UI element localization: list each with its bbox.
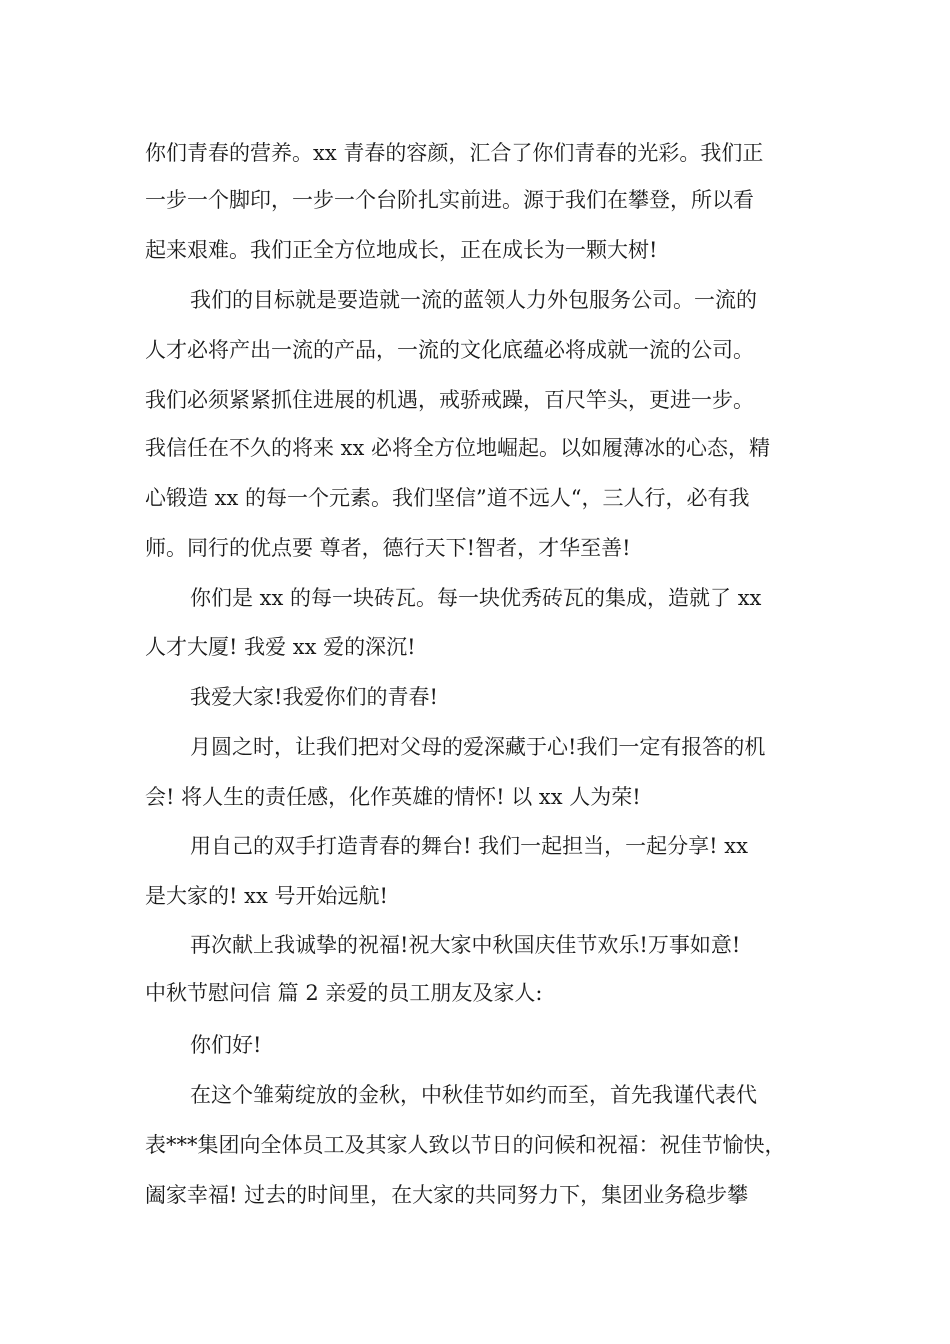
text-line: 在这个雏菊绽放的金秋，中秋佳节如约而至，首先我谨代表代: [190, 1083, 757, 1107]
text-line: 再次献上我诚挚的祝福!祝大家中秋国庆佳节欢乐!万事如意!: [190, 933, 741, 957]
text-line: 我们必须紧紧抓住进展的机遇，戒骄戒躁，百尺竿头，更进一步。: [145, 388, 754, 412]
text-line: 表***集团向全体员工及其家人致以节日的问候和祝福：祝佳节愉快，: [145, 1133, 786, 1157]
text-line: 你们是 xx 的每一块砖瓦。每一块优秀砖瓦的集成，造就了 xx: [190, 586, 762, 610]
text-line: 你们好!: [190, 1033, 262, 1057]
text-line: 阖家幸福! 过去的时间里，在大家的共同努力下，集团业务稳步攀: [145, 1183, 749, 1207]
text-line: 我爱大家!我爱你们的青春!: [190, 685, 438, 709]
text-line: 我们的目标就是要造就一流的蓝领人力外包服务公司。一流的: [190, 288, 757, 312]
section-heading-line: 中秋节慰问信 篇 2 亲爱的员工朋友及家人:: [145, 981, 543, 1005]
text-line: 师。同行的优点要 尊者，德行天下!智者，才华至善!: [145, 536, 631, 560]
text-line: 我信任在不久的将来 xx 必将全方位地崛起。以如履薄冰的心态，精: [145, 436, 771, 460]
text-line: 月圆之时，让我们把对父母的爱深藏于心!我们一定有报答的机: [190, 735, 766, 759]
text-line: 起来艰难。我们正全方位地成长，正在成长为一颗大树!: [145, 238, 658, 262]
text-line: 人才必将产出一流的产品，一流的文化底蕴必将成就一流的公司。: [145, 338, 754, 362]
text-line: 是大家的! xx 号开始远航!: [145, 884, 388, 908]
text-line: 心锻造 xx 的每一个元素。我们坚信”道不远人“，三人行，必有我: [145, 486, 750, 510]
text-line: 用自己的双手打造青春的舞台! 我们一起担当，一起分享! xx: [190, 834, 748, 858]
text-line: 你们青春的营养。xx 青春的容颜，汇合了你们青春的光彩。我们正: [145, 141, 764, 165]
text-line: 一步一个脚印，一步一个台阶扎实前进。源于我们在攀登，所以看: [145, 188, 754, 212]
text-line: 人才大厦! 我爱 xx 爱的深沉!: [145, 635, 416, 659]
text-line: 会! 将人生的责任感，化作英雄的情怀! 以 xx 人为荣!: [145, 785, 641, 809]
